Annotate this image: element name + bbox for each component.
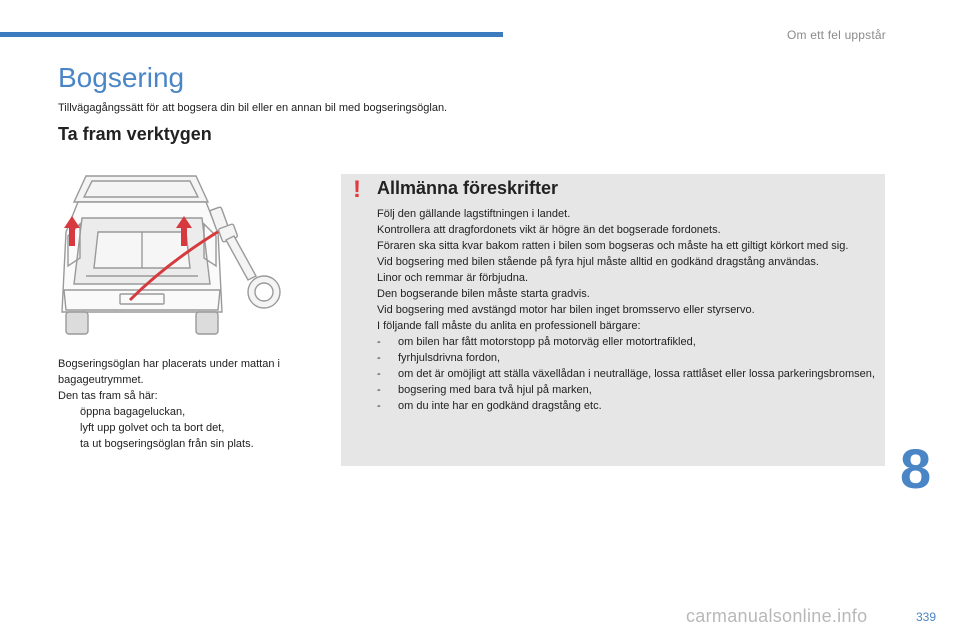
cases-list — [377, 334, 875, 414]
list-item: - om du inte har en godkänd dragstång etc. — [377, 400, 602, 412]
notice-title: Allmänna föreskrifter — [377, 178, 559, 198]
page-number: 339 — [916, 610, 937, 624]
list-item: - om bilen har fått motorstopp på motorväg eller motortrafikled, — [377, 336, 696, 348]
notice-line: Linor och remmar är förbjudna. — [377, 272, 529, 284]
notice-line: Vid bogsering med bilen stående på fyra hjul måste alltid en godkänd dragstång användas. — [377, 256, 819, 268]
list-item: - om det är omöjligt att ställa växellådan i neutralläge, lossa rattlåset eller lossa parkeringsbromsen, — [377, 368, 875, 380]
list-item: - bogsering med bara två hjul på marken, — [377, 384, 592, 396]
list-item: - fyrhjulsdrivna fordon, — [377, 352, 501, 364]
list-item: lyft upp golvet och ta bort det, — [80, 422, 225, 434]
warning-icon: ! — [353, 176, 361, 203]
page-title: Bogsering — [58, 62, 185, 93]
notice-line: I följande fall måste du anlita en professionell bärgare: — [377, 320, 641, 332]
instructions — [58, 356, 320, 452]
notice-line: Kontrollera att dragfordonets vikt är högre än det bogserade fordonets. — [377, 224, 721, 236]
instructions-lead: Den tas fram så här: — [58, 390, 158, 402]
notice-line: Vid bogsering med avstängd motor har bilen inget bromsservo eller styrservo. — [377, 304, 755, 316]
section-subtitle: Ta fram verktygen — [58, 124, 212, 144]
watermark: carmanualsonline.info — [686, 606, 868, 626]
instructions-location: Bogseringsöglan har placerats under mattan i bagageutrymmet. — [58, 358, 280, 386]
list-item: ta ut bogseringsöglan från sin plats. — [80, 438, 254, 450]
notice-box — [341, 174, 885, 466]
section-name: Om ett fel uppstår — [787, 28, 886, 42]
notice-line: Följ den gällande lagstiftningen i landet. — [377, 208, 571, 220]
header-accent-bar — [0, 32, 503, 37]
chapter-number: 8 — [900, 437, 932, 500]
intro-text: Tillvägagångssätt för att bogsera din bil eller en annan bil med bogseringsöglan. — [58, 102, 448, 114]
steps-list — [58, 404, 320, 452]
notice-line: Den bogserande bilen måste starta gradvis. — [377, 288, 590, 300]
notice-body — [377, 206, 875, 414]
notice-line: Föraren ska sitta kvar bakom ratten i bilen som bogseras och måste ha ett giltigt körkort med sig. — [377, 240, 849, 252]
car-trunk-illustration — [58, 172, 316, 344]
list-item: öppna bagageluckan, — [80, 406, 186, 418]
